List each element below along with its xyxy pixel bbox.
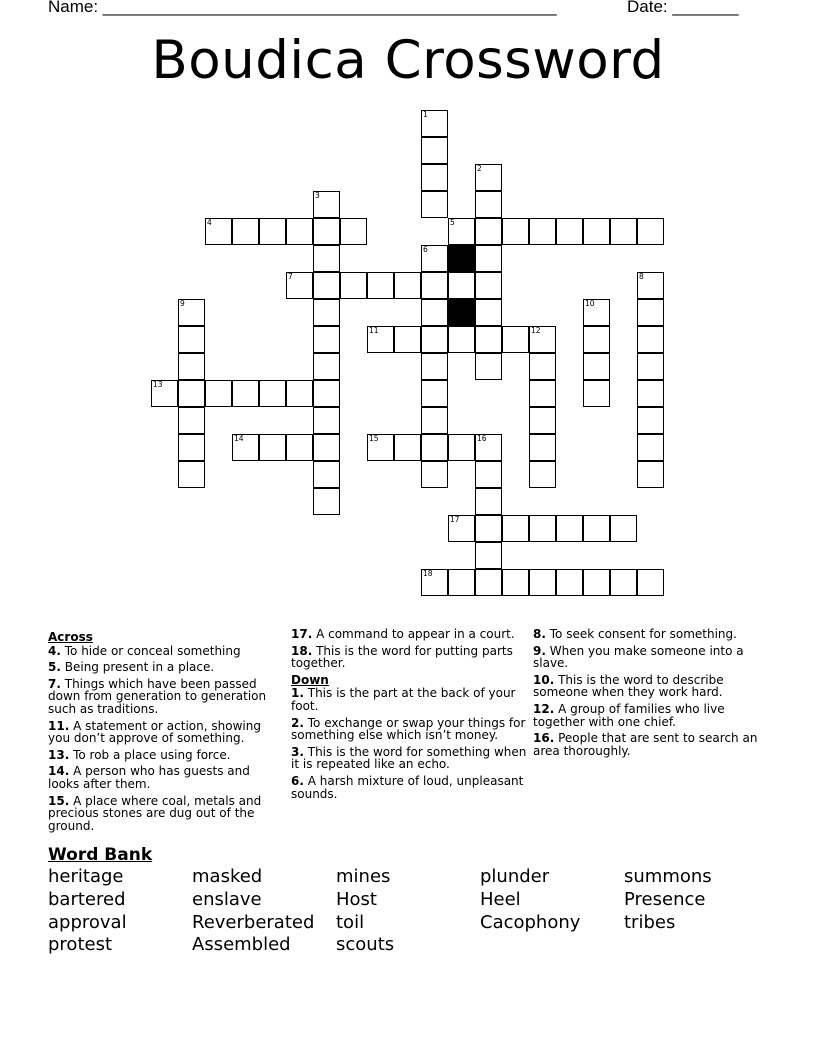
grid-cell[interactable] — [421, 434, 448, 461]
grid-cell[interactable] — [610, 218, 637, 245]
grid-cell[interactable] — [232, 380, 259, 407]
grid-cell[interactable] — [475, 245, 502, 272]
grid-cell[interactable] — [313, 380, 340, 407]
grid-cell[interactable] — [232, 218, 259, 245]
grid-cell[interactable] — [502, 326, 529, 353]
clue-number: 8 — [639, 272, 644, 281]
grid-cell[interactable] — [502, 218, 529, 245]
word-bank-item: scouts — [336, 934, 395, 956]
clue-down-12: 12. A group of families who live together with one chief. — [533, 701, 725, 729]
grid-cell[interactable] — [529, 380, 556, 407]
grid-cell[interactable] — [313, 191, 340, 218]
grid-cell[interactable] — [313, 218, 340, 245]
grid-cell[interactable] — [529, 326, 556, 353]
grid-cell[interactable] — [178, 326, 205, 353]
grid-cell[interactable] — [421, 299, 448, 326]
clue-across-13: 13. To rob a place using force. — [48, 747, 231, 762]
clue-number: 13 — [153, 380, 163, 389]
grid-cell[interactable] — [583, 353, 610, 380]
grid-cell[interactable] — [178, 299, 205, 326]
grid-cell[interactable] — [556, 515, 583, 542]
grid-cell[interactable] — [151, 380, 178, 407]
grid-cell[interactable] — [448, 218, 475, 245]
grid-cell[interactable] — [502, 515, 529, 542]
word-bank-item: protest — [48, 934, 113, 956]
grid-cell[interactable] — [475, 353, 502, 380]
clue-number: 18 — [423, 569, 433, 578]
grid-cell[interactable] — [421, 191, 448, 218]
grid-cell[interactable] — [583, 380, 610, 407]
word-bank-item: Reverberated — [192, 911, 315, 933]
grid-cell[interactable] — [637, 299, 664, 326]
grid-cell[interactable] — [583, 299, 610, 326]
clue-down-10: 10. This is the word to describe someone when they work hard. — [533, 672, 724, 700]
clue-number: 10 — [585, 299, 595, 308]
grid-cell[interactable] — [340, 272, 367, 299]
word-bank-item: mines — [336, 866, 391, 887]
grid-cell[interactable] — [286, 218, 313, 245]
word-bank-item: enslave — [192, 888, 262, 910]
clue-down-9: 9. When you make someone into a slave. — [533, 643, 744, 671]
word-bank-item: masked — [192, 866, 263, 887]
grid-cell[interactable] — [313, 245, 340, 272]
grid-cell[interactable] — [394, 272, 421, 299]
word-bank-item: Assembled — [192, 934, 291, 956]
grid-cell[interactable] — [475, 569, 502, 596]
clue-down-3: 3. This is the word for something when it is repeated like an echo. — [291, 744, 527, 772]
grid-cell[interactable] — [529, 569, 556, 596]
grid-cell[interactable] — [367, 434, 394, 461]
clue-down-6: 6. A harsh mixture of loud, unpleasant sounds. — [291, 773, 524, 801]
grid-cell[interactable] — [556, 218, 583, 245]
clue-number: 14 — [234, 434, 244, 443]
word-bank-item: plunder — [480, 866, 550, 887]
grid-cell[interactable] — [448, 434, 475, 461]
clue-number: 1 — [423, 110, 428, 119]
grid-cell[interactable] — [637, 326, 664, 353]
word-bank-item: Presence — [624, 888, 706, 910]
word-bank-item: Cacophony — [480, 911, 581, 933]
word-bank-item: bartered — [48, 888, 126, 910]
grid-cell[interactable] — [475, 542, 502, 569]
grid-cell[interactable] — [313, 326, 340, 353]
grid-cell[interactable] — [286, 434, 313, 461]
grid-cell[interactable] — [475, 272, 502, 299]
page-title: Boudica Crossword — [151, 30, 665, 91]
grid-cell[interactable] — [421, 110, 448, 137]
grid-cell[interactable] — [178, 434, 205, 461]
grid-cell[interactable] — [313, 272, 340, 299]
grid-cell[interactable] — [529, 434, 556, 461]
grid-cell[interactable] — [313, 461, 340, 488]
date-field-label[interactable]: Date: _______ — [627, 0, 739, 16]
clue-column-2 — [291, 628, 527, 804]
clue-number: 3 — [315, 191, 320, 200]
grid-cell[interactable] — [394, 326, 421, 353]
grid-cell[interactable] — [340, 218, 367, 245]
word-bank-item: approval — [48, 911, 127, 933]
grid-cell[interactable] — [475, 164, 502, 191]
grid-cell[interactable] — [259, 218, 286, 245]
grid-cell[interactable] — [421, 569, 448, 596]
grid-cell[interactable] — [529, 353, 556, 380]
clue-across-11: 11. A statement or action, showing you don’t approve of something. — [48, 718, 261, 746]
grid-cell[interactable] — [421, 245, 448, 272]
grid-cell[interactable] — [313, 434, 340, 461]
clue-down-2: 2. To exchange or swap your things for something else which isn’t money. — [291, 715, 526, 743]
clue-across-14: 14. A person who has guests and looks after them. — [48, 764, 250, 791]
clue-number: 6 — [423, 245, 428, 254]
word-bank-item: Host — [336, 888, 377, 910]
grid-cell[interactable] — [637, 272, 664, 299]
clue-number: 7 — [288, 272, 293, 281]
grid-cell[interactable] — [637, 380, 664, 407]
grid-cell[interactable] — [475, 434, 502, 461]
clue-number: 2 — [477, 164, 482, 173]
grid-cell[interactable] — [583, 326, 610, 353]
word-bank-item: tribes — [624, 911, 676, 933]
grid-cell[interactable] — [529, 461, 556, 488]
grid-cell[interactable] — [637, 353, 664, 380]
grid-cell[interactable] — [637, 461, 664, 488]
grid-cell[interactable] — [313, 353, 340, 380]
grid-cell[interactable] — [610, 515, 637, 542]
word-bank-item: Heel — [480, 888, 521, 910]
grid-cell[interactable] — [556, 569, 583, 596]
grid-cell[interactable] — [421, 380, 448, 407]
grid-cell[interactable] — [421, 272, 448, 299]
word-bank-item: toil — [336, 911, 365, 933]
clue-number: 15 — [369, 434, 379, 443]
grid-cell[interactable] — [529, 407, 556, 434]
clue-across-5: 5. Being present in a place. — [48, 660, 215, 675]
grid-cell[interactable] — [286, 272, 313, 299]
grid-cell[interactable] — [448, 272, 475, 299]
grid-cell[interactable] — [259, 380, 286, 407]
grid-cell[interactable] — [205, 380, 232, 407]
clue-number: 16 — [477, 434, 487, 443]
grid-cell[interactable] — [448, 569, 475, 596]
grid-cell[interactable] — [367, 326, 394, 353]
grid-cell[interactable] — [421, 326, 448, 353]
grid-cell[interactable] — [637, 569, 664, 596]
grid-cell[interactable] — [529, 515, 556, 542]
grid-black-square — [448, 245, 475, 272]
grid-cell[interactable] — [475, 515, 502, 542]
grid-cell[interactable] — [313, 299, 340, 326]
clue-column-3 — [533, 628, 769, 761]
grid-cell[interactable] — [178, 380, 205, 407]
grid-cell[interactable] — [637, 218, 664, 245]
grid-cell[interactable] — [583, 515, 610, 542]
clue-number: 5 — [450, 218, 455, 227]
clue-across-17: 17. A command to appear in a court. — [291, 627, 515, 641]
grid-cell[interactable] — [421, 137, 448, 164]
grid-cell[interactable] — [421, 407, 448, 434]
grid-cell[interactable] — [421, 461, 448, 488]
grid-cell[interactable] — [475, 326, 502, 353]
word-bank-item: summons — [624, 866, 712, 887]
grid-cell[interactable] — [178, 407, 205, 434]
clue-across-18: 18. This is the word for putting parts together. — [291, 643, 513, 671]
clue-number: 17 — [450, 515, 460, 524]
grid-cell[interactable] — [421, 164, 448, 191]
grid-cell[interactable] — [394, 434, 421, 461]
grid-cell[interactable] — [502, 569, 529, 596]
down-heading: Down — [291, 672, 329, 687]
name-field-label[interactable]: Name: ________________________________________________ — [48, 0, 557, 16]
clue-number: 12 — [531, 326, 541, 335]
clue-across-4: 4. To hide or conceal something — [48, 643, 241, 658]
grid-cell[interactable] — [178, 353, 205, 380]
grid-cell[interactable] — [583, 218, 610, 245]
grid-black-square — [448, 299, 475, 326]
clue-column-1 — [48, 628, 284, 836]
grid-cell[interactable] — [475, 218, 502, 245]
word-bank-item: heritage — [48, 866, 124, 887]
grid-cell[interactable] — [448, 515, 475, 542]
clue-number: 4 — [207, 218, 212, 227]
clue-across-15: 15. A place where coal, metals and precious stones are dug out of the ground. — [48, 793, 262, 833]
grid-cell[interactable] — [610, 569, 637, 596]
grid-cell[interactable] — [232, 434, 259, 461]
grid-cell[interactable] — [421, 353, 448, 380]
grid-cell[interactable] — [313, 407, 340, 434]
grid-cell[interactable] — [178, 461, 205, 488]
clue-number: 11 — [369, 326, 379, 335]
grid-cell[interactable] — [367, 272, 394, 299]
grid-cell[interactable] — [475, 488, 502, 515]
grid-cell[interactable] — [637, 434, 664, 461]
grid-cell[interactable] — [259, 434, 286, 461]
grid-cell[interactable] — [529, 218, 556, 245]
grid-cell[interactable] — [313, 488, 340, 515]
grid-cell[interactable] — [286, 380, 313, 407]
grid-cell[interactable] — [205, 218, 232, 245]
clue-down-8: 8. To seek consent for something. — [533, 627, 737, 641]
clue-down-16: 16. People that are sent to search an area thoroughly. — [533, 731, 758, 758]
clue-number: 9 — [180, 299, 185, 308]
grid-cell[interactable] — [583, 569, 610, 596]
grid-cell[interactable] — [475, 461, 502, 488]
grid-cell[interactable] — [448, 326, 475, 353]
word-bank-title: Word Bank — [48, 845, 153, 865]
grid-cell[interactable] — [475, 191, 502, 218]
grid-cell[interactable] — [637, 407, 664, 434]
word-bank — [48, 866, 768, 957]
grid-cell[interactable] — [475, 299, 502, 326]
clue-down-1: 1. This is the part at the back of your foot. — [291, 686, 516, 713]
across-heading: Across — [48, 630, 93, 644]
clue-across-7: 7. Things which have been passed down from generation to generation such as traditions. — [48, 676, 267, 716]
